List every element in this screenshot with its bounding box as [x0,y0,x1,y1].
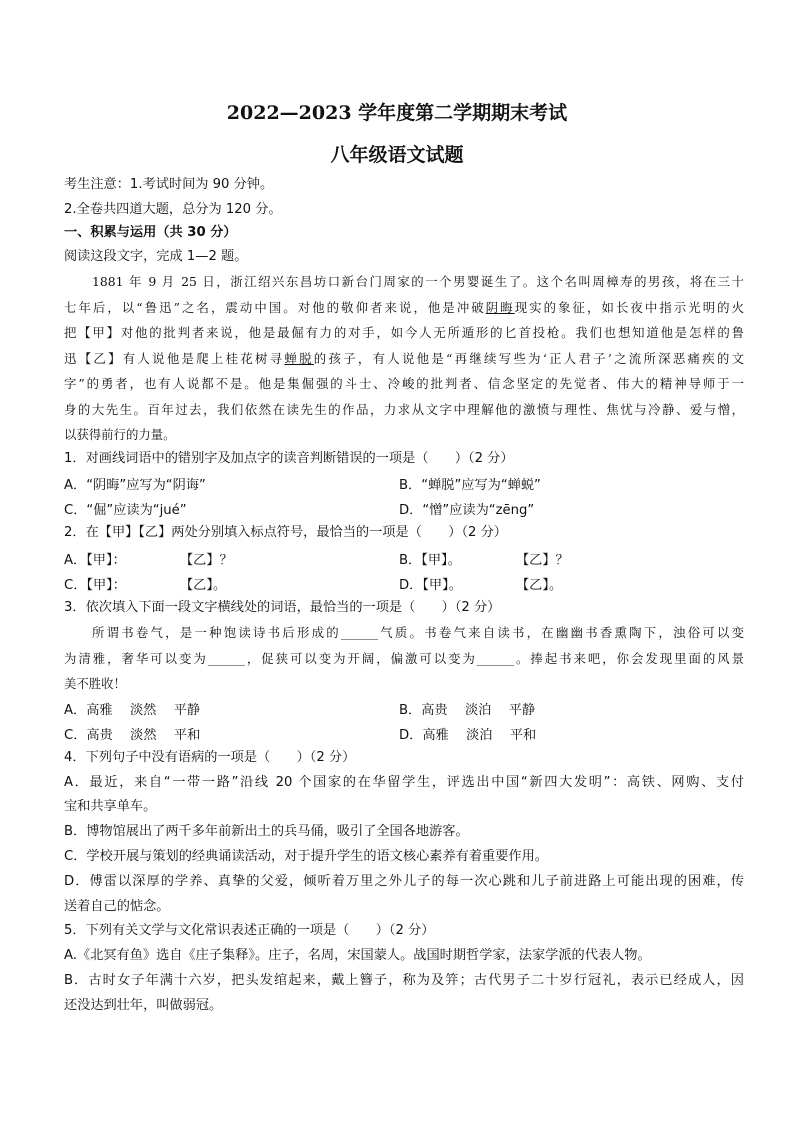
passage-line: 字”的勇者，也有人说都不是。他是集倔强的斗士、冷峻的批判者、信念坚定的先觉者、伟大的精神导师于一 [64,376,744,391]
passage-text: 现实的象征，如长夜中指示光明的火 [514,300,745,315]
passage-text: 七年后，以“鲁迅”之名，震动中国。对他的敬仰者来说，他是冲破 [64,300,486,315]
passage-text: 的孩子，有人说他是“再继续写些为‘正人君子’之流所深恶痛疾的文 [313,351,745,366]
option-b: B．博物馆展出了两千多年前新出土的兵马俑，吸引了全国各地游客。 [64,824,469,839]
option-a-continued: 宝和共享单车。 [64,799,157,814]
passage-line [64,299,744,317]
question-stem: 3．依次填入下面一段文字横线处的词语，最恰当的一项是（ ）（2 分） [64,600,501,615]
notice-line-1: 考生注意：1.考试时间为 90 分钟。 [64,177,274,192]
option-c: C．高贵 淡然 平和 [64,728,201,743]
passage-line: 以获得前行的力量。 [64,427,176,442]
option-c: C．“倔”应读为“jué” [64,503,187,518]
option-a: A．高雅 淡然 平静 [64,703,201,718]
exam-subtitle: 八年级语文试题 [330,144,464,166]
option-c: C．学校开展与策划的经典诵读活动，对于提升学生的语文核心素养有着重要作用。 [64,849,548,864]
option-d-continued: 送着自己的惦念。 [64,899,170,914]
q3-passage-line: 所谓书卷气，是一种饱读诗书后形成的______气质。书卷气来自读书，在幽幽书香熏陶下，浊俗可以变 [92,625,744,640]
passage-text: 迅【乙】有人说他是爬上桂花树寻 [64,351,285,366]
option-d: D．【甲】。 [399,578,462,593]
option-b: B．古时女子年满十六岁，把头发绾起来，戴上簪子，称为及笄；古代男子二十岁行冠礼，表示已经成人，因 [64,973,744,988]
passage-line: 把【甲】对他的批判者来说，他是最倔有力的对手，如今人无所遁形的匕首投枪。我们也想知道他是怎样的鲁 [64,325,744,340]
q3-passage-line: 为清雅，奢华可以变为______，促狭可以变为开阔，偏激可以变为______。捧起书来吧，你会发现里面的风景 [64,651,744,666]
option-d: D．“憎”应读为“zēng” [399,503,535,518]
option-c-second: 【乙】。 [180,578,227,593]
section-intro: 阅读这段文字，完成 1—2 题。 [64,249,248,264]
option-a: A．最近，来自“一带一路”沿线 20 个国家的在华留学生，评选出中国“新四大发明”：高铁、网购、支付 [64,775,744,790]
question-stem: 2．在【甲】【乙】两处分别填入标点符号，最恰当的一项是（ ）（2 分） [64,525,507,540]
option-a: A．“阴晦”应写为“阴诲” [64,478,206,493]
option-a: A．【甲】： [64,553,126,568]
passage-line [64,350,744,368]
option-a-second: 【乙】？ [180,553,233,568]
option-b-continued: 还没达到壮年，叫做弱冠。 [64,998,223,1013]
option-d-second: 【乙】。 [516,578,563,593]
notice-line-2: 2.全卷共四道大题，总分为 120 分。 [64,202,282,217]
option-c: C．【甲】： [64,578,126,593]
option-b-second: 【乙】？ [516,553,569,568]
question-stem: 5．下列有关文学与文化常识表述正确的一项是（ ）（2 分） [64,923,435,938]
option-d: D．傅雷以深厚的学养、真挚的父爱，倾听着万里之外儿子的每一次心跳和儿子前进路上可能出现的困难，传 [64,874,744,889]
option-a: A.《北冥有鱼》选自《庄子集释》。庄子，名周，宋国蒙人。战国时期哲学家，法家学派的代表人物。 [64,948,651,963]
underlined-word: 蝉脱 [284,351,314,366]
option-b: B．高贵 淡泊 平静 [399,703,536,718]
passage-line: 身的大先生。百年过去，我们依然在读先生的作品，力求从文字中理解他的激愤与理性、焦忧与冷静、爱与憎， [64,402,744,417]
exam-title: 2022—2023 学年度第二学期期末考试 [226,102,568,124]
question-stem: 4．下列句子中没有语病的一项是（ ）（2 分） [64,750,356,765]
option-d: D．高雅 淡泊 平和 [399,728,537,743]
option-b: B．“蝉脱”应写为“蝉蜕” [399,478,541,493]
question-stem: 1．对画线词语中的错别字及加点字的读音判断错误的一项是（ ）（2 分） [64,451,514,466]
option-b: B．【甲】。 [399,553,461,568]
underlined-word: 阴晦 [485,300,515,315]
passage-line: 1881 年 9 月 25 日，浙江绍兴东昌坊口新台门周家的一个男婴诞生了。这个名叫周樟寿的男孩，将在三十 [92,274,744,289]
section-heading: 一、积累与运用（共 30 分） [64,225,237,240]
q3-passage-line: 美不胜收！ [64,676,126,691]
